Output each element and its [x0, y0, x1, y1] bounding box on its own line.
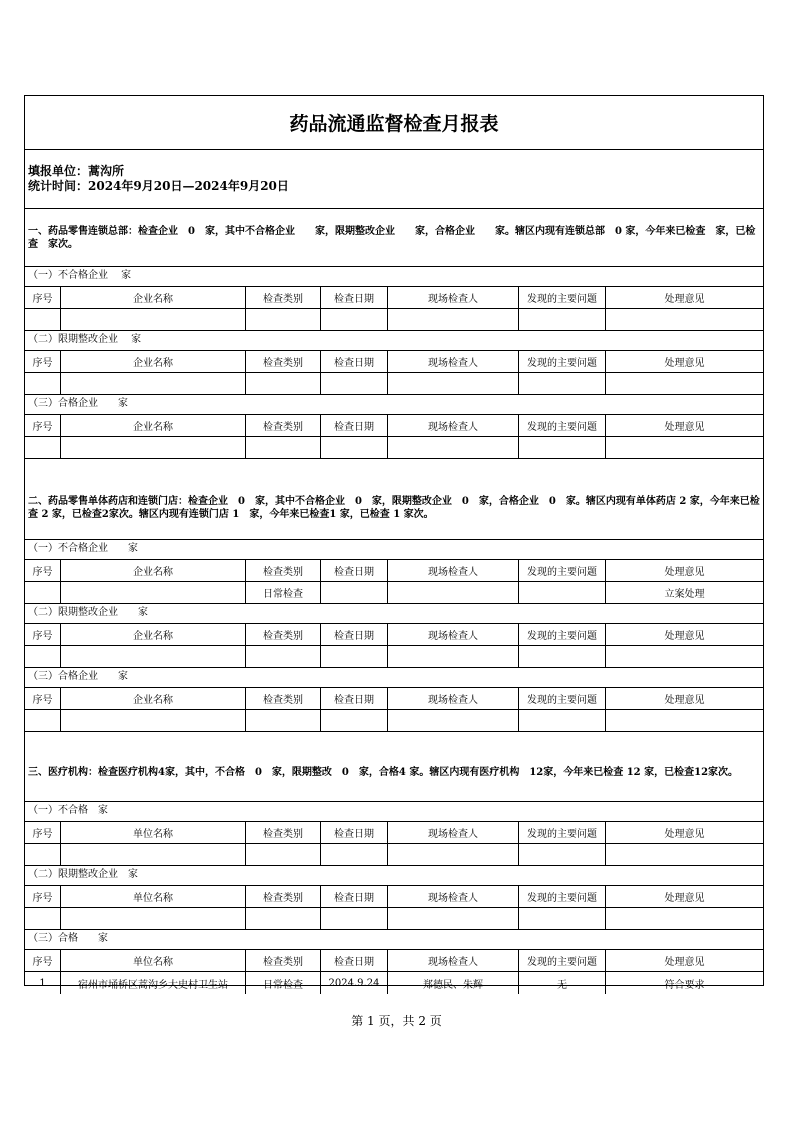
table-cell[interactable] [605, 437, 763, 458]
table-header-cell: 处理意见 [605, 624, 763, 645]
table-row [25, 309, 763, 331]
subsection-label: （三）合格企业 家 [25, 668, 763, 688]
table-header-cell: 检查类别 [245, 624, 320, 645]
table-cell[interactable] [605, 646, 763, 667]
table-header-cell: 检查类别 [245, 560, 320, 581]
table-header-cell: 企业名称 [60, 688, 245, 709]
table-cell[interactable]: 1 [39, 977, 46, 989]
table-cell[interactable] [60, 908, 245, 929]
table-cell[interactable] [25, 582, 60, 603]
table-cell[interactable] [245, 309, 320, 330]
table-cell[interactable] [320, 646, 387, 667]
table-cell[interactable]: 日常检查 [245, 582, 320, 603]
table-header-cell: 处理意见 [605, 287, 763, 308]
table-header-cell: 序号 [32, 358, 53, 369]
table-header-cell: 序号 [32, 567, 53, 578]
table-cell[interactable] [25, 844, 60, 865]
table-header-cell: 检查日期 [320, 688, 387, 709]
table-cell[interactable] [605, 844, 763, 865]
table-cell[interactable] [320, 309, 387, 330]
table-header-row [25, 886, 763, 908]
table-cell[interactable] [518, 908, 605, 929]
table-header-cell: 现场检查人 [387, 287, 518, 308]
table-header-cell: 序号 [32, 631, 53, 642]
subsection-label: （一）不合格 家 [25, 802, 763, 822]
table-cell[interactable]: 符合要求 [605, 972, 763, 994]
table-header-cell: 处理意见 [605, 886, 763, 907]
table-header-cell: 检查日期 [320, 886, 387, 907]
table-header-cell: 处理意见 [605, 351, 763, 372]
table-header-cell: 现场检查人 [387, 415, 518, 436]
table-header-cell: 序号 [32, 829, 53, 840]
report-title: 药品流通监督检查月报表 [25, 96, 763, 150]
page-footer: 第 1 页，共 2 页 [351, 1014, 442, 1028]
table-header-cell: 检查类别 [245, 688, 320, 709]
table-header-cell: 检查日期 [320, 624, 387, 645]
table-cell[interactable] [320, 908, 387, 929]
table-header-cell: 处理意见 [605, 560, 763, 581]
period-line: 统计时间：2024年9月20日—2024年9月20日 [28, 179, 289, 193]
table-row [25, 710, 763, 732]
table-header-cell: 企业名称 [60, 560, 245, 581]
subsection-label: （三）合格企业 家 [25, 395, 763, 415]
table-header-row [25, 822, 763, 844]
table-cell[interactable] [25, 437, 60, 458]
table-cell[interactable] [320, 437, 387, 458]
table-header-cell: 检查类别 [245, 886, 320, 907]
table-cell[interactable] [605, 373, 763, 394]
table-cell[interactable] [387, 373, 518, 394]
table-header-cell: 序号 [32, 957, 53, 968]
table-cell[interactable]: 日常检查 [245, 972, 320, 994]
table-header-row [25, 688, 763, 710]
table-header-cell: 序号 [32, 695, 53, 706]
table-cell[interactable] [320, 373, 387, 394]
table-header-cell: 现场检查人 [387, 624, 518, 645]
table-header-cell: 发现的主要问题 [518, 822, 605, 843]
table-cell[interactable] [60, 582, 245, 603]
subsection-label: （二）限期整改企业 家 [25, 604, 763, 624]
table-header-cell: 企业名称 [60, 351, 245, 372]
section-summary: 三、医疗机构：检查医疗机构4家，其中，不合格 0 家，限期整改 0 家，合格4 家。辖区内现有医疗机构 12家，今年来已检查 12 家，已检查12家次。 [25, 743, 763, 802]
table-cell[interactable] [387, 582, 518, 603]
table-header-row [25, 624, 763, 646]
table-row [25, 373, 763, 395]
table-cell[interactable] [25, 373, 60, 394]
table-row [25, 972, 763, 994]
table-cell[interactable] [387, 844, 518, 865]
table-row [25, 582, 763, 604]
table-cell[interactable] [245, 437, 320, 458]
table-header-cell: 现场检查人 [387, 886, 518, 907]
table-cell[interactable] [60, 309, 245, 330]
table-header-cell: 序号 [32, 422, 53, 433]
table-cell[interactable] [387, 309, 518, 330]
table-cell[interactable] [518, 844, 605, 865]
table-header-row [25, 415, 763, 437]
subsection-label: （二）限期整改企业 家 [25, 331, 763, 351]
table-cell[interactable] [245, 710, 320, 731]
unit-line: 填报单位：蒿沟所 [28, 164, 125, 178]
table-cell[interactable] [387, 437, 518, 458]
table-cell[interactable]: 郑德民、朱辉 [387, 972, 518, 994]
table-cell[interactable] [25, 710, 60, 731]
table-header-cell: 单位名称 [60, 950, 245, 971]
table-header-cell: 发现的主要问题 [518, 351, 605, 372]
table-header-row [25, 950, 763, 972]
table-cell[interactable] [60, 646, 245, 667]
table-header-row [25, 351, 763, 373]
table-cell[interactable]: 立案处理 [605, 582, 763, 603]
table-cell[interactable] [60, 710, 245, 731]
table-cell[interactable] [518, 309, 605, 330]
table-header-row [25, 287, 763, 309]
table-cell[interactable]: 2024.9.24 [320, 972, 387, 994]
table-header-cell: 现场检查人 [387, 950, 518, 971]
table-cell[interactable]: 宿州市埇桥区蒿沟乡大史村卫生站 [60, 972, 245, 994]
table-cell[interactable] [387, 646, 518, 667]
subsection-label: （二）限期整改企业 家 [25, 866, 763, 886]
table-header-cell: 发现的主要问题 [518, 560, 605, 581]
table-cell[interactable]: 无 [518, 972, 605, 994]
table-header-cell: 检查类别 [245, 287, 320, 308]
table-cell[interactable] [518, 710, 605, 731]
table-header-cell: 发现的主要问题 [518, 624, 605, 645]
table-header-cell: 检查日期 [320, 351, 387, 372]
table-header-cell: 检查日期 [320, 415, 387, 436]
table-header-cell: 检查日期 [320, 950, 387, 971]
table-header-cell: 发现的主要问题 [518, 287, 605, 308]
table-cell[interactable] [518, 646, 605, 667]
table-header-cell: 检查日期 [320, 287, 387, 308]
table-cell[interactable] [605, 908, 763, 929]
table-header-cell: 检查日期 [320, 560, 387, 581]
table-cell[interactable] [605, 710, 763, 731]
table-cell[interactable] [320, 582, 387, 603]
table-header-cell: 企业名称 [60, 415, 245, 436]
table-header-cell: 处理意见 [605, 950, 763, 971]
table-cell[interactable] [518, 437, 605, 458]
table-header-cell: 检查类别 [245, 351, 320, 372]
table-header-cell: 单位名称 [60, 886, 245, 907]
subsection-label: （一）不合格企业 家 [25, 540, 763, 560]
table-header-cell: 现场检查人 [387, 688, 518, 709]
table-header-cell: 检查类别 [245, 950, 320, 971]
report-frame [24, 95, 764, 991]
table-row [25, 437, 763, 459]
table-cell[interactable] [25, 309, 60, 330]
table-cell[interactable] [387, 710, 518, 731]
table-cell[interactable] [25, 908, 60, 929]
table-cell[interactable] [60, 437, 245, 458]
table-cell[interactable] [518, 373, 605, 394]
report-info [25, 150, 763, 209]
table-cell[interactable] [60, 373, 245, 394]
table-row [25, 908, 763, 930]
subsection-label: （三）合格 家 [25, 930, 763, 950]
table-cell[interactable] [605, 309, 763, 330]
table-cell[interactable] [518, 582, 605, 603]
table-header-cell: 发现的主要问题 [518, 415, 605, 436]
table-cell[interactable] [25, 646, 60, 667]
table-cell[interactable] [245, 908, 320, 929]
table-header-cell: 发现的主要问题 [518, 688, 605, 709]
table-header-cell: 现场检查人 [387, 822, 518, 843]
table-header-cell: 现场检查人 [387, 351, 518, 372]
section-summary: 二、药品零售单体药店和连锁门店：检查企业 0 家，其中不合格企业 0 家，限期整改企业 0 家，合格企业 0 家。辖区内现有单体药店 2 家，今年来已检查 2 家，已检查2家次。辖区内现有连锁门店 1 家，今年来已检查1 家，已检查 1 家次。 [25, 477, 763, 540]
table-row [25, 646, 763, 668]
table-header-cell: 发现的主要问题 [518, 886, 605, 907]
table-header-cell: 处理意见 [605, 415, 763, 436]
table-header-cell: 序号 [32, 893, 53, 904]
table-header-cell: 检查日期 [320, 822, 387, 843]
table-cell[interactable] [387, 908, 518, 929]
section-summary: 一、药品零售连锁总部：检查企业 0 家，其中不合格企业 家，限期整改企业 家，合格企业 家。辖区内现有连锁总部 0 家，今年来已检查 家，已检查 家次。 [25, 209, 763, 267]
table-header-cell: 检查类别 [245, 822, 320, 843]
table-cell[interactable] [245, 844, 320, 865]
table-header-cell: 企业名称 [60, 624, 245, 645]
table-header-cell: 序号 [32, 294, 53, 305]
table-cell[interactable] [320, 710, 387, 731]
table-header-cell: 发现的主要问题 [518, 950, 605, 971]
table-header-cell: 企业名称 [60, 287, 245, 308]
table-cell[interactable] [245, 373, 320, 394]
table-cell[interactable] [245, 646, 320, 667]
subsection-label: （一）不合格企业 家 [25, 267, 763, 287]
table-header-cell: 现场检查人 [387, 560, 518, 581]
table-cell[interactable] [60, 844, 245, 865]
table-header-row [25, 560, 763, 582]
table-header-cell: 单位名称 [60, 822, 245, 843]
table-cell[interactable] [320, 844, 387, 865]
table-header-cell: 处理意见 [605, 822, 763, 843]
table-row [25, 844, 763, 866]
table-header-cell: 检查类别 [245, 415, 320, 436]
table-header-cell: 处理意见 [605, 688, 763, 709]
